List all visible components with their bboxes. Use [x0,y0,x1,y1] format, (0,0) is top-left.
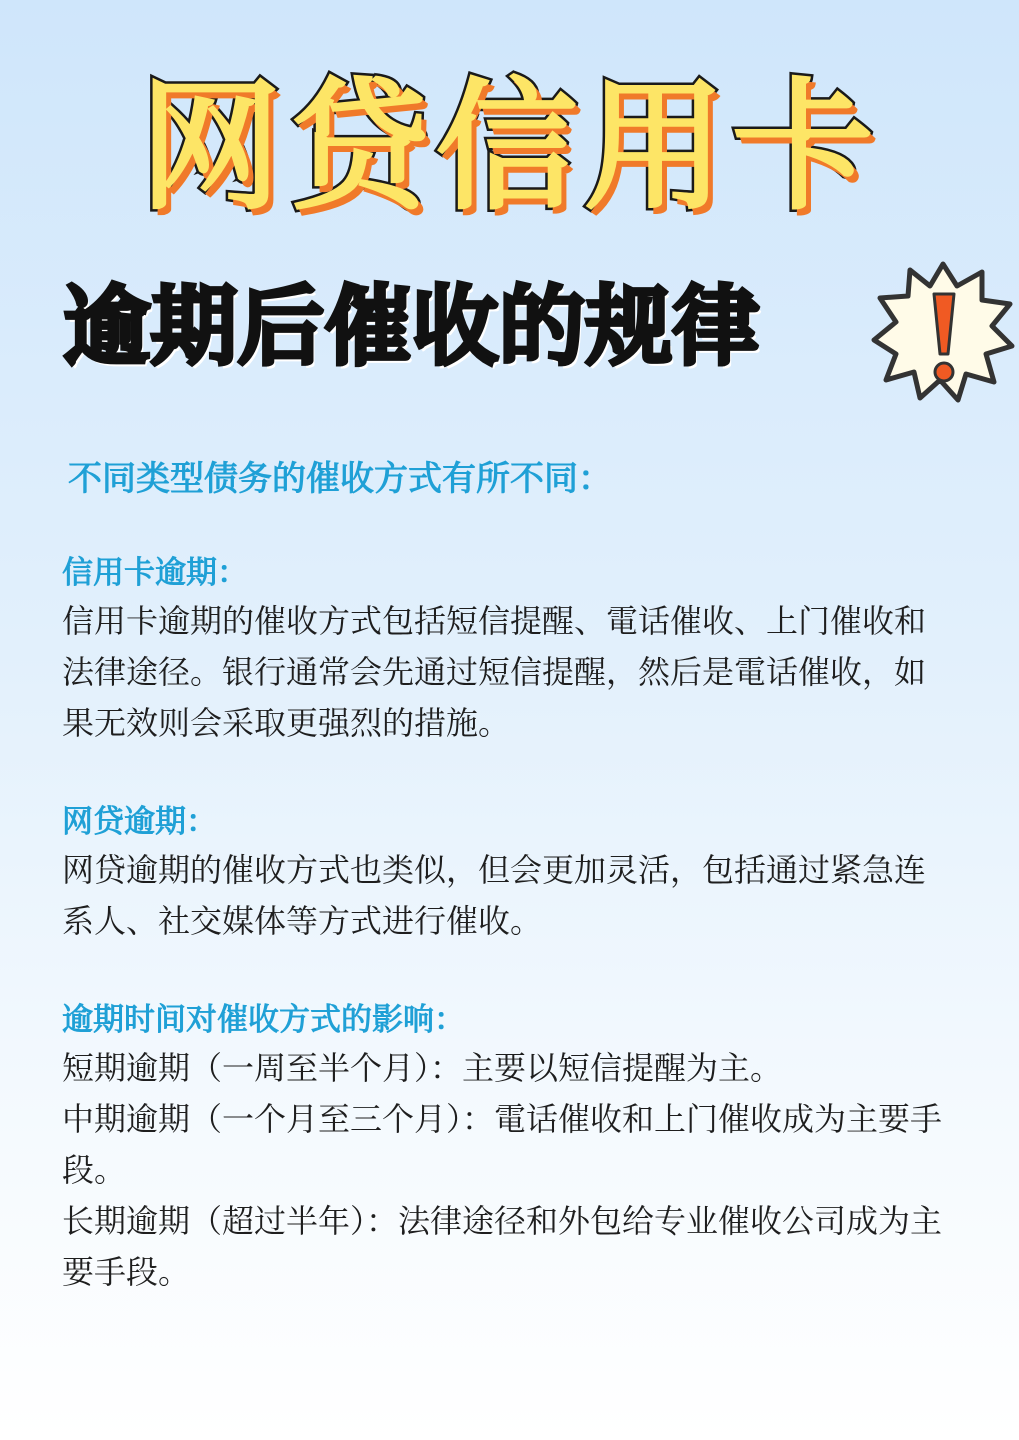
section-credit-card [62,550,952,749]
paragraph: 中期逾期（一个月至三个月）：電话催收和上门催收成为主要手段。 [62,1100,943,1189]
section-online-loan [62,799,952,947]
paragraph: 信用卡逾期的催收方式包括短信提醒、電话催收、上门催收和法律途径。银行通常会先通过短信提醒，然后是電话催收，如果无效则会采取更强烈的措施。 [62,602,927,742]
section-heading: 网贷逾期： [62,804,217,840]
paragraph: 网贷逾期的催收方式也类似，但会更加灵活，包括通过紧急连系人、社交媒体等方式进行催收。 [62,851,927,940]
paragraph: 短期逾期（一周至半个月）：主要以短信提醒为主。 [62,1049,783,1087]
section-overdue-duration [62,997,952,1298]
exclamation-dot [935,363,953,381]
intro-text: 不同类型债务的催收方式有所不同： [68,459,612,499]
content-body [62,550,952,1348]
section-heading: 信用卡逾期： [62,555,248,591]
paragraph: 长期逾期（超过半年）：法律途径和外包给专业催收公司成为主要手段。 [62,1202,943,1291]
exclamation-icon [870,258,1016,404]
main-title: 网贷信用卡 [139,65,880,230]
sub-title: 逾期后催收的规律 [64,277,760,377]
section-heading: 逾期时间对催收方式的影响： [62,1002,465,1038]
